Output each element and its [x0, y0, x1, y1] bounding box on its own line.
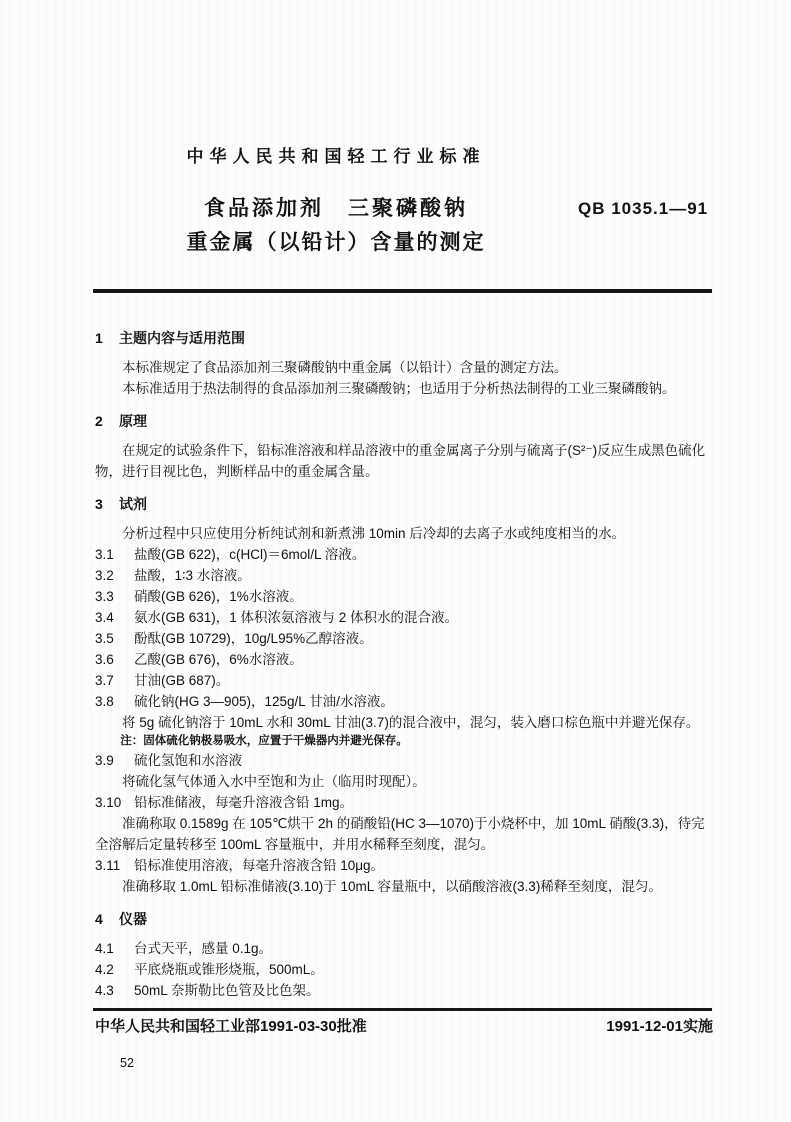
clause-number: 3.2	[95, 568, 114, 583]
clause-3-10-paragraph: 准确称取 0.1589g 在 105℃烘干 2h 的硝酸铅(HC 3—1070)于小烧杯中，加 10mL 硝酸(3.3)，待完全溶解后定量转移至 100mL 容量瓶中，并用水稀释至刻度，混匀。	[95, 816, 705, 852]
clause-3-10	[95, 792, 713, 813]
clause-text: 硫化氢饱和水溶液	[134, 753, 242, 768]
clause-3-4	[95, 607, 713, 628]
document-title	[110, 196, 562, 256]
clause-number: 3.5	[95, 631, 114, 646]
clause-3-11-paragraph: 准确移取 1.0mL 铅标准储液(3.10)于 10mL 容量瓶中，以硝酸溶液(3.3)稀释至刻度，混匀。	[122, 879, 662, 894]
clause-text: 甘油(GB 687)。	[134, 673, 230, 688]
clause-3-3	[95, 586, 713, 607]
clause-3-6	[95, 649, 713, 670]
section-number: 2	[95, 413, 103, 429]
header-divider	[93, 289, 712, 293]
clause-3-7	[95, 670, 713, 691]
section-title: 主题内容与适用范围	[119, 330, 245, 346]
document-title-line1: 食品添加剂 三聚磷酸钠	[204, 197, 468, 220]
standard-caption: 中华人民共和国轻工行业标准	[186, 147, 486, 166]
clause-number: 3.6	[95, 652, 114, 667]
clause-number: 3.8	[95, 694, 114, 709]
clause-number: 3.1	[95, 547, 114, 562]
document-footer	[95, 1016, 713, 1038]
clause-text: 铅标准使用溶液，每毫升溶液含铅 10μg。	[134, 858, 385, 873]
clause-number: 4.2	[95, 962, 114, 977]
clause-text: 乙酸(GB 676)，6%水溶液。	[134, 652, 303, 667]
clause-3-11	[95, 855, 713, 876]
clause-3-9-paragraph: 将硫化氢气体通入水中至饱和为止（临用时现配）。	[122, 774, 426, 789]
section-title: 原理	[119, 413, 147, 429]
clause-number: 4.1	[95, 941, 114, 956]
clause-text: 台式天平，感量 0.1g。	[134, 941, 273, 956]
approval-note: 中华人民共和国轻工业部1991-03-30批准	[95, 1018, 367, 1035]
section-3-heading	[95, 494, 713, 514]
paragraph: 分析过程中只应使用分析纯试剂和新煮沸 10min 后冷却的去离子水或纯度相当的水。	[122, 526, 626, 541]
clause-4-3	[95, 980, 713, 1001]
clause-number: 3.4	[95, 610, 114, 625]
document-title-line2: 重金属（以铅计）含量的测定	[186, 231, 486, 254]
clause-text: 平底烧瓶或锥形烧瓶，500mL。	[134, 962, 324, 977]
section-2-heading	[95, 411, 713, 431]
clause-number: 3.11	[95, 858, 121, 873]
clause-3-5	[95, 628, 713, 649]
section-number: 3	[95, 496, 103, 512]
clause-text: 盐酸，1∶3 水溶液。	[134, 568, 251, 583]
clause-3-9	[95, 750, 713, 771]
clause-text: 50mL 奈斯勒比色管及比色架。	[134, 983, 320, 998]
standard-caption-wrap	[110, 142, 562, 167]
section-4-heading	[95, 909, 713, 929]
clause-3-8-paragraph: 将 5g 硫化钠溶于 10mL 水和 30mL 甘油(3.7)的混合液中，混匀，装入磨口棕色瓶中并避光保存。	[122, 715, 700, 730]
clause-number: 3.9	[95, 753, 114, 768]
clause-3-1	[95, 544, 713, 565]
section-1-heading	[95, 328, 713, 348]
document-body	[95, 328, 713, 1001]
clause-3-8	[95, 691, 713, 712]
clause-4-1	[95, 938, 713, 959]
clause-number: 3.10	[95, 795, 122, 810]
clause-text: 酚酞(GB 10729)，10g/L95%乙醇溶液。	[134, 631, 373, 646]
section-number: 4	[95, 911, 103, 927]
section-number: 1	[95, 330, 103, 346]
paragraph: 本标准规定了食品添加剂三聚磷酸钠中重金属（以铅计）含量的测定方法。	[122, 360, 568, 375]
clause-number: 4.3	[95, 983, 114, 998]
implementation-note: 1991-12-01实施	[606, 1018, 713, 1035]
standard-number: QB 1035.1—91	[578, 199, 709, 218]
clause-number: 3.3	[95, 589, 114, 604]
footer-divider	[93, 1008, 712, 1011]
page-number: 52	[120, 1056, 134, 1070]
section-title: 仪器	[119, 911, 147, 927]
clause-text: 氨水(GB 631)，1 体积浓氨溶液与 2 体积水的混合液。	[134, 610, 459, 625]
clause-4-2	[95, 959, 713, 980]
clause-number: 3.7	[95, 673, 114, 688]
clause-3-2	[95, 565, 713, 586]
clause-text: 硝酸(GB 626)，1%水溶液。	[134, 589, 303, 604]
clause-text: 盐酸(GB 622)，c(HCl)＝6mol/L 溶液。	[134, 547, 366, 562]
paragraph: 本标准适用于热法制得的食品添加剂三聚磷酸钠；也适用于分析热法制得的工业三聚磷酸钠。	[122, 381, 676, 396]
clause-text: 硫化钠(HG 3—905)，125g/L 甘油/水溶液。	[134, 694, 394, 709]
clause-3-8-note: 注：固体硫化钠极易吸水，应置于干燥器内并避光保存。	[120, 735, 408, 747]
clause-text: 铅标准储液，每毫升溶液含铅 1mg。	[134, 795, 354, 810]
section-title: 试剂	[119, 496, 147, 512]
paragraph: 在规定的试验条件下，铅标准溶液和样品溶液中的重金属离子分别与硫离子(S²⁻)反应生成黑色硫化物，进行目视比色，判断样品中的重金属含量。	[95, 443, 706, 479]
